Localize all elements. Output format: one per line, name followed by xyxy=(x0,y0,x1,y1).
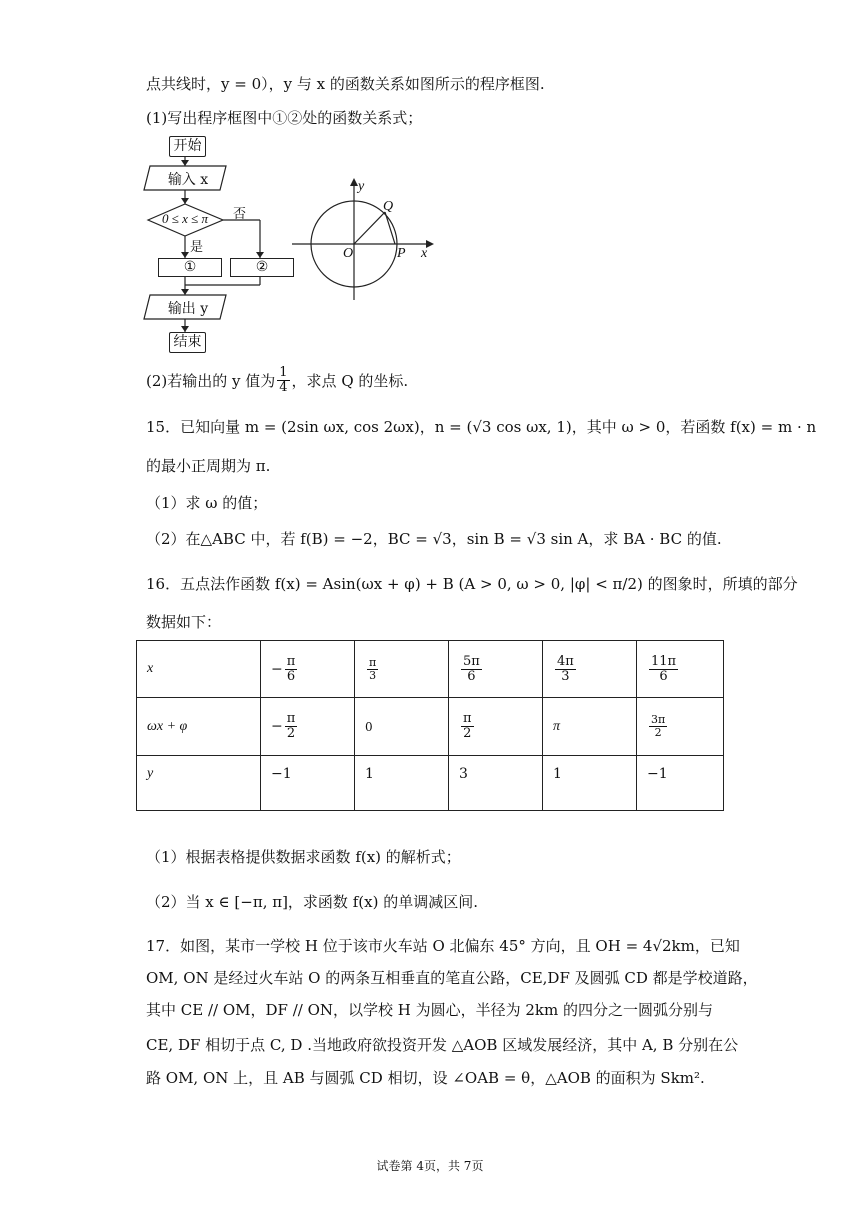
flowchart-condition: 0 ≤ x ≤ π xyxy=(161,211,209,226)
table-cell: $\frac{5\pi}{6}$ xyxy=(449,641,543,698)
unit-circle-graphic xyxy=(288,178,438,303)
q14-fraction-denominator: 4 xyxy=(279,380,288,395)
question-16-part-2: （2）当 x ∈ [−π, π]，求函数 f(x) 的单调减区间. xyxy=(146,893,478,911)
intro-line: 点共线时，y = 0），y 与 x 的函数关系如图所示的程序框图. xyxy=(146,75,545,93)
table-row xyxy=(137,698,724,756)
q14-fraction xyxy=(277,366,289,395)
circle-label-Q: Q xyxy=(383,199,394,214)
question-17-line-3: 其中 CE // OM，DF // ON，以学校 H 为圆心，半径为 2km 的四分之一圆弧分别与 xyxy=(146,1001,714,1019)
question-14-part-1: (1)写出程序框图中①②处的函数关系式； xyxy=(146,109,423,127)
five-point-data-table xyxy=(136,640,724,811)
circle-label-x: x xyxy=(421,246,428,261)
question-15-part-1: （1）求 ω 的值； xyxy=(146,494,268,512)
q14-fraction-numerator: 1 xyxy=(279,365,288,380)
flowchart-connectors xyxy=(140,132,310,360)
table-row-header: x xyxy=(137,641,261,698)
q14-part2-text-post: ，求点 Q 的坐标. xyxy=(291,371,409,390)
table-row xyxy=(137,641,724,698)
flowchart-box-1: ① xyxy=(158,258,222,277)
table-row xyxy=(137,756,724,811)
question-17-line-1: 17．如图，某市一学校 H 位于该市火车站 O 北偏东 45° 方向，且 OH = 4√2km，已知 xyxy=(146,937,740,955)
table-cell: −1 xyxy=(637,756,724,811)
circle-label-P: P xyxy=(397,246,406,261)
flowchart-no-label: 否 xyxy=(233,207,247,222)
table-cell: $\frac{\pi}{3}$ xyxy=(355,641,449,698)
question-16-line-2: 数据如下： xyxy=(146,613,222,631)
question-15-part-2: （2）在△ABC 中，若 f(B) = −2，BC = √3，sin B = √3 sin A，求 BA · BC 的值. xyxy=(146,530,722,548)
flowchart-start: 开始 xyxy=(169,136,206,157)
table-row-header: y xyxy=(137,756,261,811)
table-cell: 1 xyxy=(543,756,637,811)
question-17-line-2: OM, ON 是经过火车站 O 的两条互相垂直的笔直公路，CE,DF 及圆弧 CD 都是学校道路， xyxy=(146,969,758,987)
question-16-part-1: （1）根据表格提供数据求函数 f(x) 的解析式； xyxy=(146,848,461,866)
flowchart-box-2: ② xyxy=(230,258,294,277)
question-15-line-2: 的最小正周期为 π. xyxy=(146,457,271,475)
q14-part2-text-pre: (2)若输出的 y 值为 xyxy=(146,371,276,390)
flowchart-end: 结束 xyxy=(169,332,206,353)
circle-label-O: O xyxy=(343,246,354,261)
circle-label-y: y xyxy=(358,179,365,194)
question-16-line-1: 16．五点法作函数 f(x) = Asin(ωx + φ) + B (A > 0, ω > 0, |φ| < π/2) 的图象时，所填的部分 xyxy=(146,575,798,593)
table-cell: −1 xyxy=(261,756,355,811)
question-14-part-2 xyxy=(146,366,408,395)
table-cell: 1 xyxy=(355,756,449,811)
table-cell: $\frac{3\pi}{2}$ xyxy=(637,698,724,756)
table-cell: π xyxy=(543,698,637,756)
table-cell: 0 xyxy=(355,698,449,756)
question-17-line-5: 路 OM, ON 上，且 AB 与圆弧 CD 相切，设 ∠OAB = θ，△AOB 的面积为 Skm². xyxy=(146,1069,705,1087)
table-cell: $\frac{\pi}{2}$ xyxy=(449,698,543,756)
table-row-header: ωx + φ xyxy=(137,698,261,756)
flowchart-output: 输出 y xyxy=(167,301,209,317)
flowchart-yes-label: 是 xyxy=(190,240,204,255)
table-cell: $\frac{4\pi}{3}$ xyxy=(543,641,637,698)
table-cell: 3 xyxy=(449,756,543,811)
page-footer: 试卷第 4页，共 7页 xyxy=(376,1159,484,1173)
question-15-line-1: 15．已知向量 m = (2sin ωx, cos 2ωx)，n = (√3 cos ωx, 1)，其中 ω > 0，若函数 f(x) = m · n xyxy=(146,418,817,436)
table-cell: − $\frac{\pi}{2}$ xyxy=(261,698,355,756)
flowchart-input: 输入 x xyxy=(167,172,209,188)
table-cell: − $\frac{\pi}{6}$ xyxy=(261,641,355,698)
question-17-line-4: CE, DF 相切于点 C, D .当地政府欲投资开发 △AOB 区域发展经济，其中 A, B 分别在公 xyxy=(146,1036,739,1054)
table-cell: $\frac{11\pi}{6}$ xyxy=(637,641,724,698)
